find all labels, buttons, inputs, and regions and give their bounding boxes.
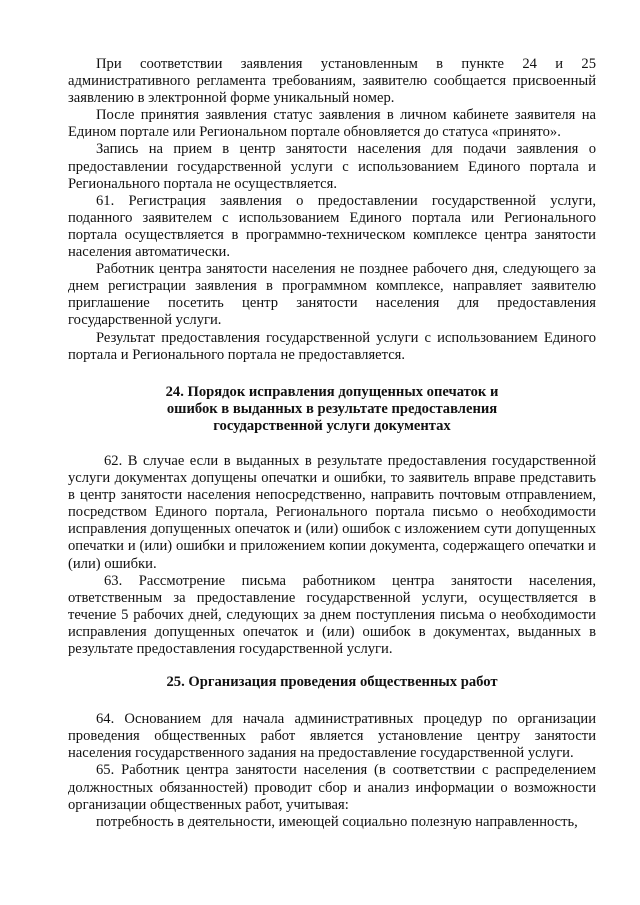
section-24-heading-line-2: ошибок в выданных в результате предоставления (166, 400, 498, 417)
paragraph-registration-number: При соответствии заявления установленным в пункте 24 и 25 административного регламента требованиям, заявителю сообщается присвоенный заявлению в электронной форме уникальный номер. (68, 56, 596, 107)
paragraph-64: 64. Основанием для начала административных процедур по организации проведения общественных работ является установление центру занятости населения государственного задания на предоставление государственной услуги. (68, 711, 596, 762)
paragraph-62: 62. В случае если в выданных в результате предоставления государственной услуги документах допущены опечатки и ошибки, то заявитель вправе представить в центр занятости населения непосредственно, направить почтовым отправлением, посредством Единого портала, Регионального портала письмо о необходимости исправления допущенных опечаток и (или) ошибок с изложением сути допущенных опечатки и (или) ошибки и приложением копии документа, содержащего опечатки и (или) ошибки. (68, 452, 596, 572)
section-24-heading (68, 384, 596, 435)
section-24-heading-line-1: 24. Порядок исправления допущенных опечаток и (165, 383, 499, 400)
paragraph-need: потребность в деятельности, имеющей социально полезную направленность, (96, 813, 578, 830)
section-24-heading-line-3: государственной услуги документах (213, 417, 451, 434)
paragraph-appointment: Запись на прием в центр занятости населения для подачи заявления о предоставлении государственной услуги с использованием Единого портала и Регионального портала не осуществляется. (68, 141, 596, 192)
section-25-body (68, 711, 596, 831)
paragraph-61: 61. Регистрация заявления о предоставлении государственной услуги, поданного заявителем с использованием Единого портала или Регионального портала осуществляется в программно-техническом комплексе центра занятости населения автоматически. (68, 192, 596, 261)
section-24-body (68, 453, 596, 658)
paragraph-invitation: Работник центра занятости населения не позднее рабочего дня, следующего за днем регистрации заявления в программном комплексе, направляет заявителю приглашение посетить центр занятости населения для предоставления государственной услуги. (68, 261, 596, 329)
top-text-block (68, 56, 596, 364)
paragraph-65: 65. Работник центра занятости населения (в соответствии с распределением должностных обязанностей) проводит сбор и анализ информации о возможности организации общественных работ, учитывая: (68, 762, 596, 813)
paragraph-status-accepted: После принятия заявления статус заявления в личном кабинете заявителя на Едином портале или Региональном портале обновляется до статуса «принято». (68, 107, 596, 141)
paragraph-result: Результат предоставления государственной услуги с использованием Единого портала и Регионального портала не предоставляется. (68, 329, 596, 363)
section-25-heading: 25. Организация проведения общественных работ (166, 674, 498, 691)
document-page (68, 56, 596, 831)
paragraph-63: 63. Рассмотрение письма работником центра занятости населения, ответственным за предоставление государственной услуги, осуществляется в течение 5 рабочих дней, следующих за днем поступления письма о необходимости исправления допущенных опечаток и (или) ошибок в документах, выданных в результате предоставления государственной услуги. (68, 572, 596, 657)
